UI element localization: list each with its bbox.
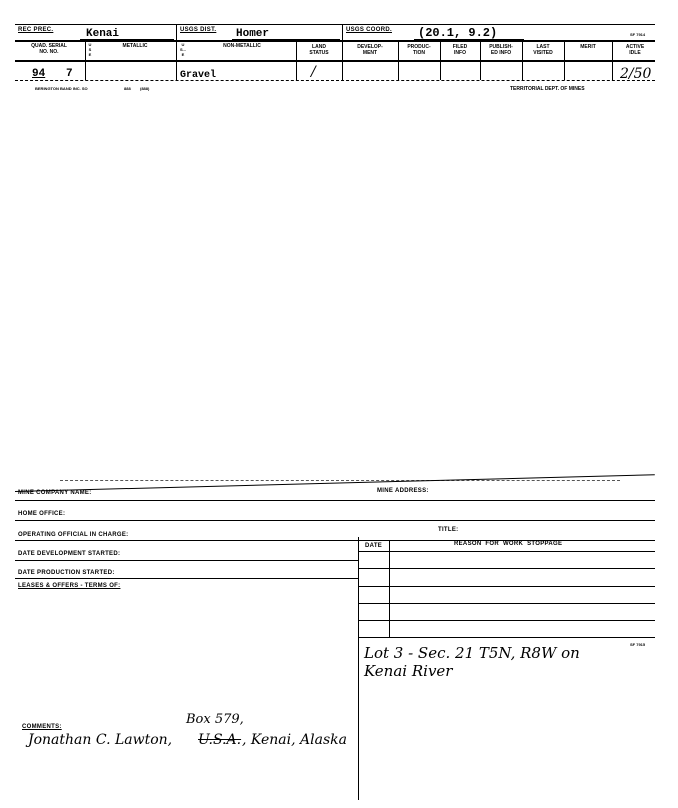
comments-struck: U.S.A. <box>198 732 242 748</box>
col-land-status: LAND STATUS <box>309 44 329 56</box>
nonmetallic-value: Gravel <box>180 70 217 81</box>
center-divider <box>358 537 359 800</box>
col-active-idle: ACTIVE IDLE <box>625 44 645 56</box>
row-line-2 <box>15 520 655 521</box>
data-rule <box>15 60 655 62</box>
row-line-1 <box>15 500 655 501</box>
date-development-label: DATE DEVELOPMENT STARTED: <box>18 551 121 557</box>
col-merit: MERIT <box>580 44 596 50</box>
printer-code: 888 <box>124 86 131 91</box>
stoppage-row-4 <box>358 603 655 604</box>
col-development: DEVELOP- MENT <box>357 44 383 56</box>
date-production-label: DATE PRODUCTION STARTED: <box>18 570 115 576</box>
usgs-dist-value: Homer <box>236 28 270 40</box>
stoppage-row-2 <box>358 568 655 569</box>
row-line-5 <box>15 578 358 579</box>
printer-name: BERINGTON BAND INC. SO <box>35 86 88 91</box>
mine-address-label: MINE ADDRESS: <box>377 488 429 494</box>
col-last-visited: LAST VISITED <box>533 44 553 56</box>
col-nonmetallic-use: U S... E <box>179 42 186 57</box>
top-border <box>15 24 655 25</box>
serial-no-value: 7 <box>66 68 73 80</box>
col-published-info: PUBLISH- ED INFO <box>489 44 513 56</box>
title-label: TITLE: <box>438 527 459 533</box>
col-metallic: METALLIC <box>122 43 148 49</box>
col-quad-serial: QUAD. SERIAL NO. NO. <box>31 43 67 55</box>
location-line-2: Kenai River <box>364 662 453 680</box>
comments-place: , Kenai, Alaska <box>242 732 347 748</box>
rec-prec-value: Kenai <box>86 28 120 40</box>
form-number-top: SF 7914 <box>630 32 646 37</box>
form-number-bottom: SF 7915 <box>630 642 646 647</box>
quad-no-value: 94 <box>32 68 46 80</box>
stoppage-row-1 <box>358 551 655 552</box>
leases-label: LEASES & OFFERS - TERMS OF: <box>18 583 121 589</box>
comments-name: Jonathan C. Lawton, <box>28 732 173 748</box>
card-edge-line <box>60 480 620 481</box>
operating-official-label: OPERATING OFFICIAL IN CHARGE: <box>18 532 129 538</box>
date-col-label: DATE <box>365 543 383 549</box>
stoppage-row-3 <box>358 586 655 587</box>
stoppage-row-5 <box>358 620 655 621</box>
date-col-divider <box>389 540 390 637</box>
home-office-label: HOME OFFICE: <box>18 511 66 517</box>
col-metallic-use: U S E <box>88 42 92 57</box>
comments-label: COMMENTS: <box>22 724 62 730</box>
active-idle-value: 2/50 <box>620 66 652 82</box>
printer-note: (888) <box>140 86 150 91</box>
bottom-rule-top-card <box>15 80 655 81</box>
comments-inserted: Box 579, <box>186 712 244 727</box>
usgs-coord-label: USGS COORD. <box>346 27 392 33</box>
land-status-value: / <box>311 64 316 80</box>
usgs-dist-label: USGS DIST. <box>180 27 217 33</box>
department: TERRITORIAL DEPT. OF MINES <box>510 86 585 92</box>
card-top-border <box>15 474 655 492</box>
reason-label: REASON FOR WORK STOPPAGE <box>454 541 563 547</box>
mine-company-label: MINE COMPANY NAME: <box>18 490 92 496</box>
header-rule <box>15 40 655 42</box>
stoppage-row-6 <box>358 637 655 638</box>
row-line-4 <box>15 560 358 561</box>
divider-1 <box>176 24 177 80</box>
col-production: PRODUC- TION <box>407 44 431 56</box>
rec-prec-label: REC PREC. <box>18 27 54 33</box>
col-filed-info: FILED INFO <box>452 44 468 56</box>
col-nonmetallic: NON-METALLIC <box>223 43 261 49</box>
location-line-1: Lot 3 - Sec. 21 T5N, R8W on <box>364 644 580 662</box>
usgs-coord-value: (20.1, 9.2) <box>418 26 498 40</box>
